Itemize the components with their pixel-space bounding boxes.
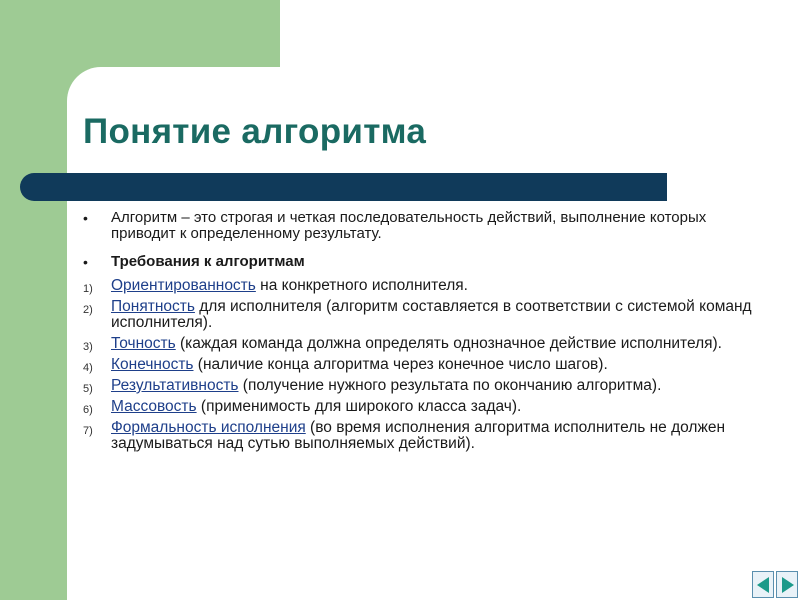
arrow-right-icon (782, 577, 794, 593)
requirement-text (111, 399, 753, 415)
requirement-description: на конкретного исполнителя. (255, 277, 468, 294)
requirement-text (111, 336, 753, 352)
requirement-number: 3) (83, 341, 93, 353)
requirement-item (83, 336, 753, 352)
title-underline-bar (20, 173, 667, 201)
bullet-item (83, 254, 753, 270)
requirement-number: 2) (83, 304, 93, 316)
requirement-term-link[interactable]: Точность (111, 335, 176, 352)
requirement-number: 1) (83, 283, 93, 295)
requirement-description: для исполнителя (алгоритм составляется в соответствии с системой команд исполнителя). (111, 298, 752, 331)
requirement-term-link[interactable]: Понятность (111, 298, 195, 315)
bullet-text: Алгоритм – это строгая и четкая последовательность действий, выполнение которых приводит к определенному результату. (111, 209, 707, 242)
requirement-description: (применимость для широкого класса задач). (196, 398, 522, 415)
slide-content (83, 210, 753, 452)
requirement-number: 6) (83, 404, 93, 416)
requirement-item (83, 399, 753, 415)
requirement-text (111, 278, 753, 294)
bullet-dot-icon: • (83, 254, 88, 270)
requirement-item (83, 378, 753, 394)
requirement-term-link[interactable]: Результативность (111, 377, 239, 394)
requirement-term-link[interactable]: Массовость (111, 398, 197, 415)
bullet-dot-icon: • (83, 210, 88, 226)
requirement-term-link[interactable]: Конечность (111, 356, 194, 373)
requirement-description: (получение нужного результата по окончанию алгоритма). (238, 377, 662, 394)
requirement-term-link[interactable]: Ориентированность (111, 277, 256, 294)
requirement-number: 4) (83, 362, 93, 374)
arrow-left-icon (757, 577, 769, 593)
next-slide-button[interactable] (776, 571, 798, 598)
bullet-item (83, 210, 753, 242)
requirement-description: (каждая команда должна определять однозначное действие исполнителя). (175, 335, 722, 352)
requirement-text (111, 357, 753, 373)
requirement-item (83, 299, 753, 331)
requirement-number: 7) (83, 425, 93, 437)
requirement-text (111, 420, 753, 452)
bullet-heading: Требования к алгоритмам (111, 253, 305, 270)
requirement-text (111, 299, 753, 331)
slide-navigation (752, 571, 800, 600)
requirement-text (111, 378, 753, 394)
requirement-item (83, 357, 753, 373)
requirement-description: (наличие конца алгоритма через конечное число шагов). (193, 356, 608, 373)
requirement-description: (во время исполнения алгоритма исполнитель не должен задумываться над сутью выполняемых действий). (111, 419, 726, 452)
slide-title: Понятие алгоритма (83, 112, 427, 151)
requirement-number: 5) (83, 383, 93, 395)
requirement-item (83, 420, 753, 452)
previous-slide-button[interactable] (752, 571, 774, 598)
requirement-term-link[interactable]: Формальность исполнения (111, 419, 306, 436)
requirement-item (83, 278, 753, 294)
